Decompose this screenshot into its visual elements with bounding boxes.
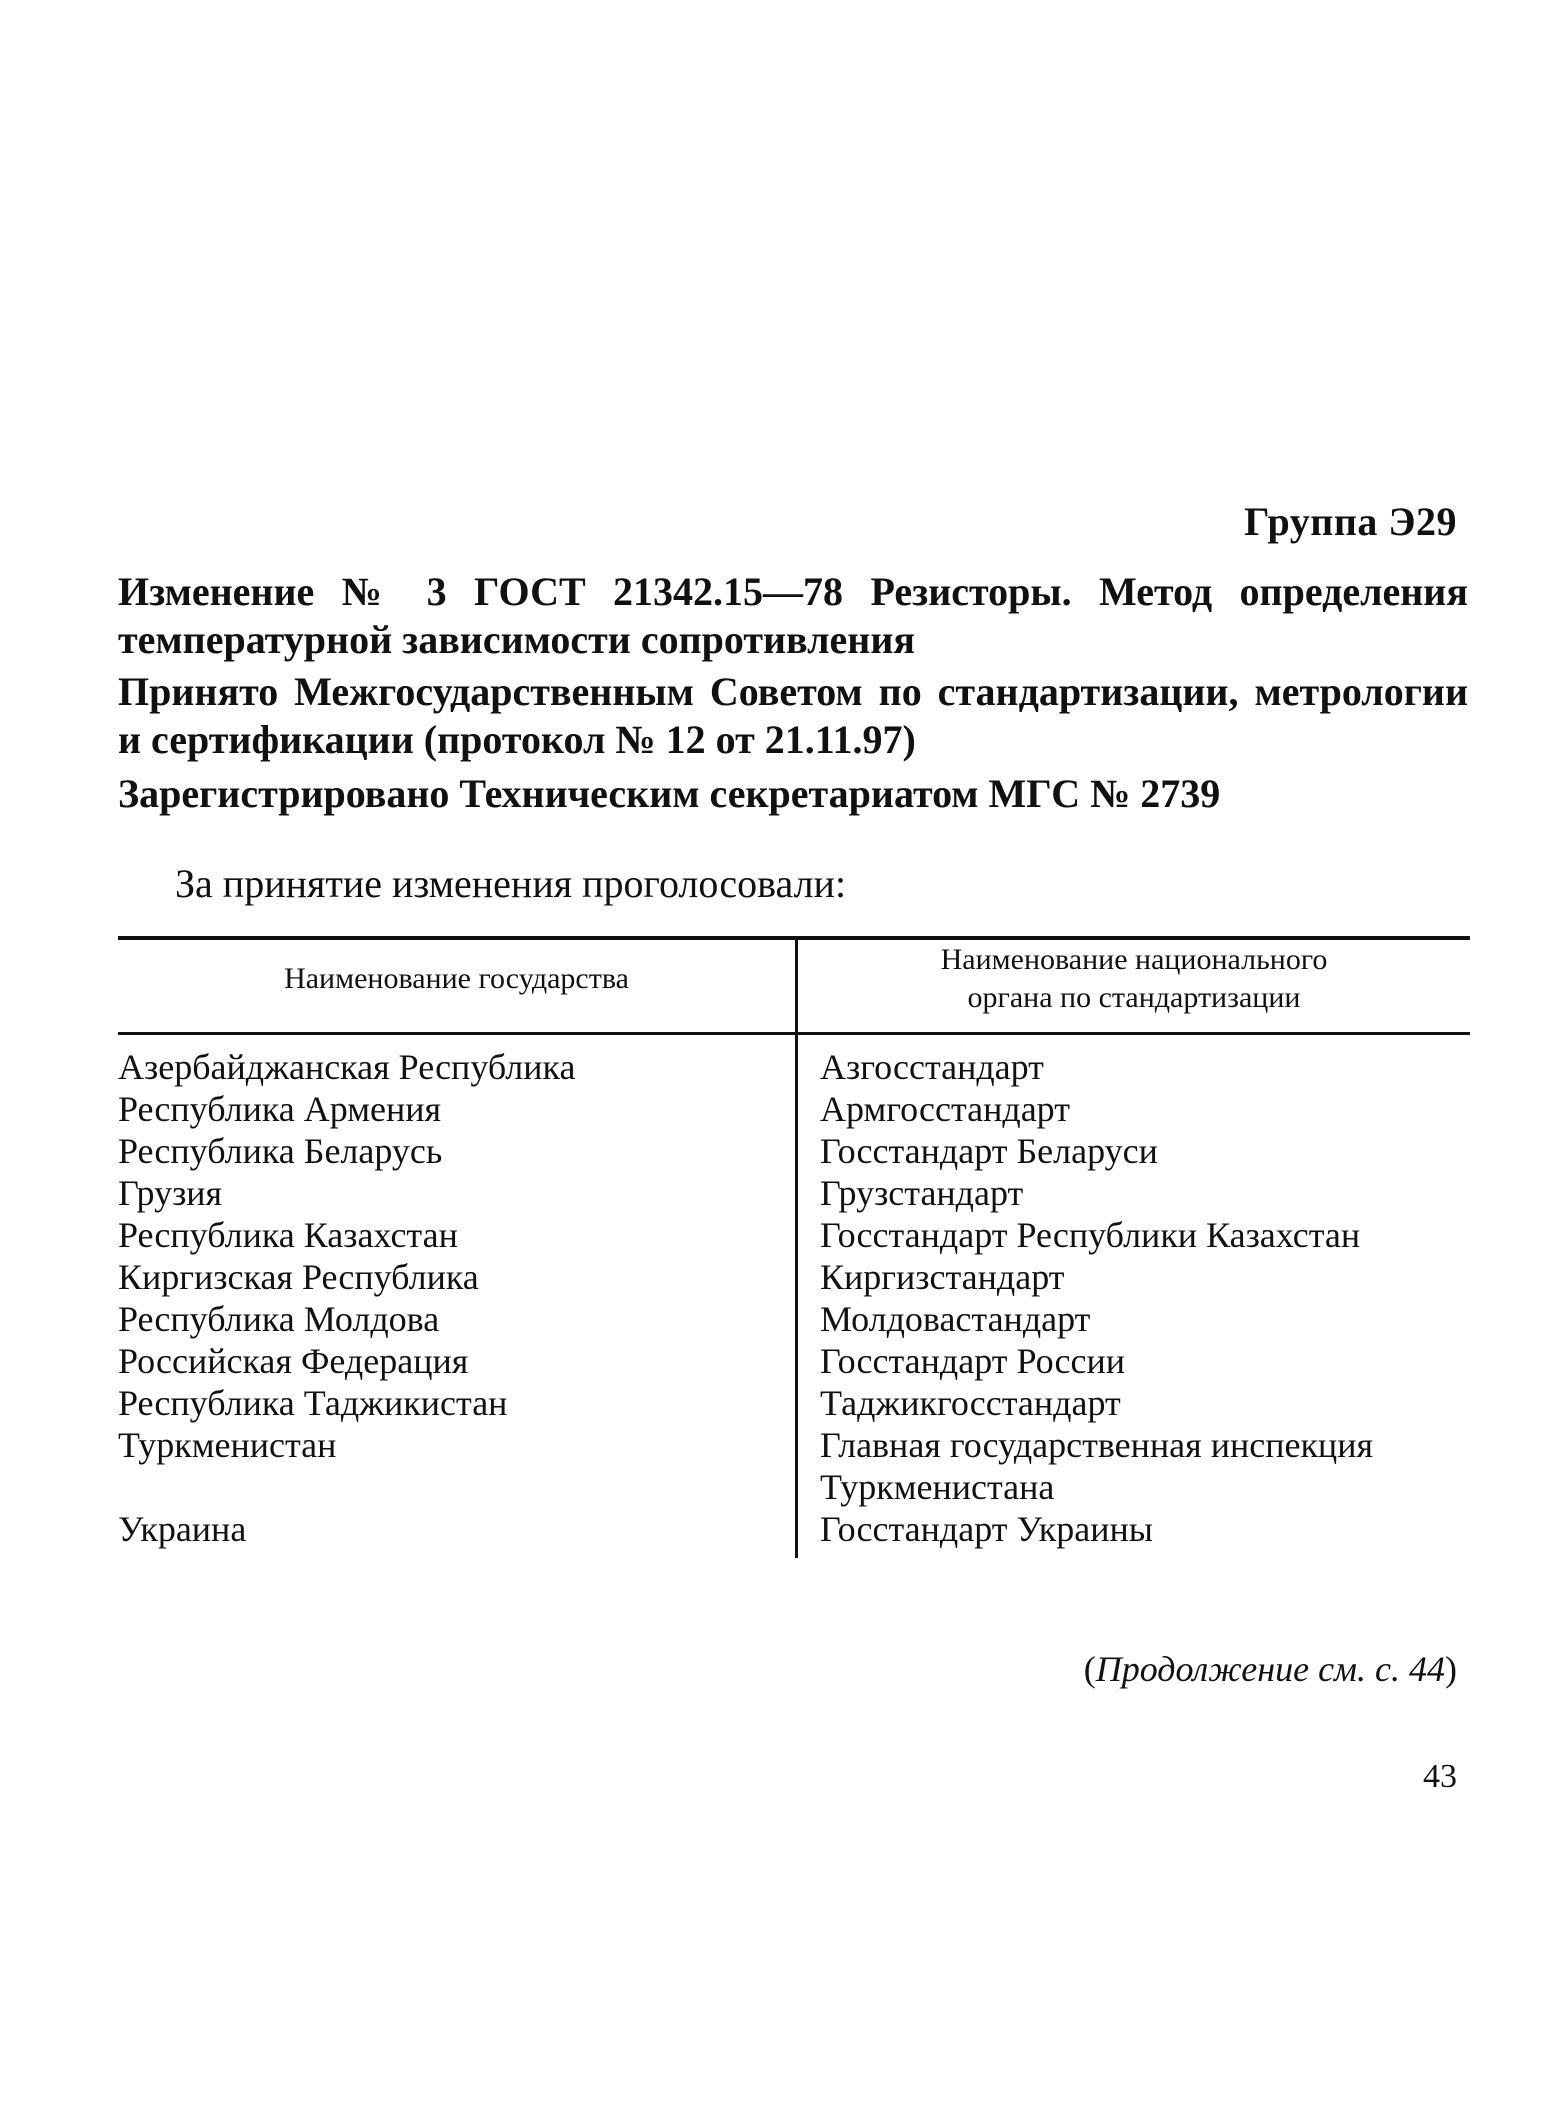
table-column-divider bbox=[795, 936, 798, 1558]
header-state: Наименование государства bbox=[284, 962, 629, 995]
voted-intro: За принятие изменения проголосовали: bbox=[175, 861, 847, 906]
state-item: Российская Федерация bbox=[118, 1341, 469, 1381]
table-header-rule bbox=[118, 1032, 1470, 1035]
organ-item: Главная государственная инспекция bbox=[820, 1425, 1374, 1465]
organ-item: Таджикгосстандарт bbox=[820, 1383, 1121, 1423]
state-item: Азербайджанская Республика bbox=[118, 1047, 576, 1087]
change-title: Изменение № 3 ГОСТ 21342.15—78 Резисторы. Метод определения температурной зависимости сопротивления bbox=[118, 569, 1468, 662]
organ-item: Армгосстандарт bbox=[820, 1089, 1070, 1129]
state-item: Республика Армения bbox=[118, 1089, 442, 1129]
header-organ bbox=[798, 941, 1470, 1017]
organ-item: Киргизстандарт bbox=[820, 1257, 1065, 1297]
organ-item: Туркменистана bbox=[820, 1467, 1055, 1507]
header-organ-line1: Наименование национального bbox=[940, 943, 1328, 976]
state-item: Республика Беларусь bbox=[118, 1131, 443, 1171]
continuation-close: ) bbox=[1445, 1649, 1457, 1689]
adoption-statement: Принято Межгосударственным Советом по стандартизации, метрологии и сертификации (протокол № 12 от 21.11.97) bbox=[118, 669, 1468, 762]
continuation-note bbox=[1084, 1648, 1457, 1690]
header-organ-line2: органа по стандартизации bbox=[967, 981, 1301, 1014]
organ-item: Госстандарт Украины bbox=[820, 1509, 1153, 1549]
page-number: 43 bbox=[1423, 1758, 1457, 1795]
registration-statement: Зарегистрировано Техническим секретариатом МГС № 2739 bbox=[118, 771, 1221, 816]
organ-item: Госстандарт Беларуси bbox=[820, 1131, 1158, 1171]
state-item: Республика Молдова bbox=[118, 1299, 440, 1339]
organ-item: Госстандарт Республики Казахстан bbox=[820, 1215, 1361, 1255]
organ-item: Грузстандарт bbox=[820, 1173, 1024, 1213]
group-label: Группа Э29 bbox=[1244, 499, 1457, 544]
organ-item: Госстандарт России bbox=[820, 1341, 1125, 1381]
state-item: Киргизская Республика bbox=[118, 1257, 479, 1297]
state-item: Украина bbox=[118, 1509, 247, 1549]
states-list bbox=[118, 1046, 788, 1550]
organ-item: Молдовастандарт bbox=[820, 1299, 1091, 1339]
state-item: Республика Таджикистан bbox=[118, 1383, 508, 1423]
state-item: Республика Казахстан bbox=[118, 1215, 458, 1255]
table-top-rule bbox=[118, 936, 1470, 940]
state-item: Туркменистан bbox=[118, 1425, 337, 1465]
state-item: Грузия bbox=[118, 1173, 223, 1213]
continuation-text: Продолжение см. с. 44 bbox=[1095, 1649, 1445, 1689]
organs-list bbox=[820, 1046, 1470, 1550]
continuation-open: ( bbox=[1083, 1649, 1096, 1689]
organ-item: Азгосстандарт bbox=[820, 1047, 1044, 1087]
